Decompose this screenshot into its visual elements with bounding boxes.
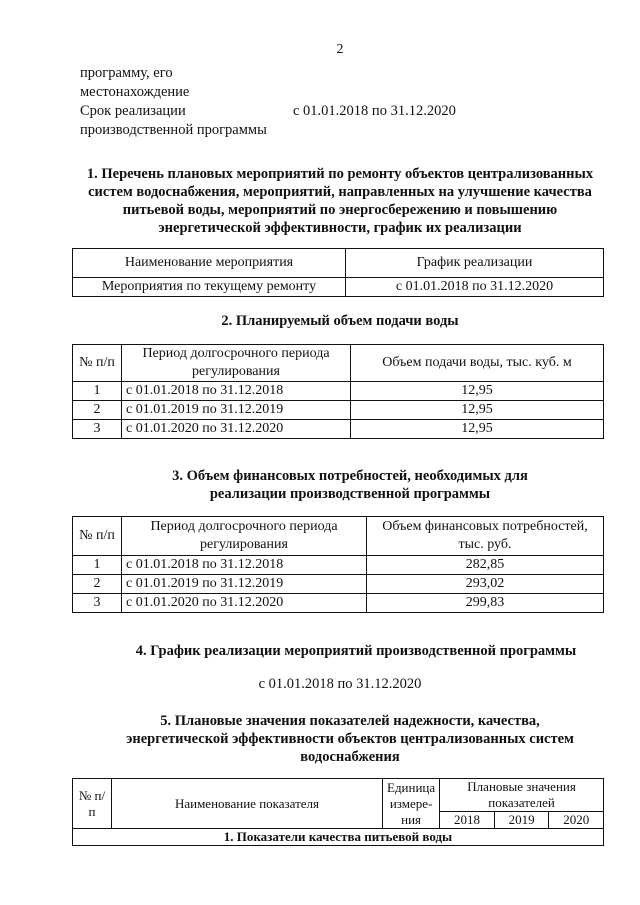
table-header-row — [73, 517, 604, 556]
table-cell: 12,95 — [351, 420, 604, 439]
table-header-cell: Период долгосрочного периода регулирования — [122, 517, 367, 556]
section-4-period: с 01.01.2018 по 31.12.2020 — [258, 676, 422, 692]
table-row — [73, 594, 604, 613]
table-cell: 1 — [73, 556, 122, 575]
intro-line — [80, 102, 456, 121]
table-header-cell: № п/п — [73, 779, 112, 829]
section-3-title: 3. Объем финансовых потребностей, необходимых для реализации производственной программы — [172, 468, 528, 502]
section-1-title: 1. Перечень плановых мероприятий по ремонту объектов централизованных систем водоснабжения, мероприятий, направленных на улучшение качества питьевой воды, мероприятий по энергосбережению и повышению энергетической эффективности, график их реализации — [86, 166, 594, 236]
table-row — [73, 829, 604, 846]
table-cell: 293,02 — [367, 575, 604, 594]
table-cell: с 01.01.2018 по 31.12.2018 — [122, 382, 351, 401]
table-header-cell: Наименование показателя — [112, 779, 383, 829]
table-cell: Мероприятия по текущему ремонту — [73, 278, 346, 297]
table-cell: с 01.01.2020 по 31.12.2020 — [122, 594, 367, 613]
table-header-row — [73, 779, 604, 812]
table-cell: 1 — [73, 382, 122, 401]
section-2-table — [72, 344, 604, 439]
table-row — [73, 420, 604, 439]
table-row — [73, 401, 604, 420]
table-header-cell: № п/п — [73, 517, 122, 556]
table-cell: с 01.01.2018 по 31.12.2020 — [346, 278, 604, 297]
section-3-table — [72, 516, 604, 613]
table-header-cell: № п/п — [73, 345, 122, 382]
intro-line: программу, его — [80, 65, 173, 81]
table-cell: с 01.01.2020 по 31.12.2020 — [122, 420, 351, 439]
table-header-cell: Плановые значения показателей — [440, 779, 604, 812]
intro-label: Срок реализации — [80, 103, 186, 119]
table-header-cell: Наименование мероприятия — [73, 249, 346, 278]
section-5-table — [72, 778, 604, 846]
table-row — [73, 556, 604, 575]
table-cell: 3 — [73, 420, 122, 439]
table-header-row — [73, 345, 604, 382]
table-row — [73, 382, 604, 401]
table-header-cell: Объем подачи воды, тыс. куб. м — [351, 345, 604, 382]
table-header-cell: 2020 — [549, 812, 604, 829]
table-cell: с 01.01.2018 по 31.12.2018 — [122, 556, 367, 575]
table-cell: 3 — [73, 594, 122, 613]
section-1-table — [72, 248, 604, 297]
intro-line: производственной программы — [80, 122, 267, 138]
table-header-cell: 2019 — [494, 812, 549, 829]
intro-value: с 01.01.2018 по 31.12.2020 — [293, 103, 456, 119]
table-row — [73, 278, 604, 297]
table-cell: с 01.01.2019 по 31.12.2019 — [122, 401, 351, 420]
table-header-row — [73, 249, 604, 278]
section-4-title: 4. График реализации мероприятий производственной программы — [135, 643, 577, 659]
table-row — [73, 575, 604, 594]
section-2-title: 2. Планируемый объем подачи воды — [221, 313, 459, 329]
table-cell: 2 — [73, 575, 122, 594]
table-header-cell: Единица измере-ния — [383, 779, 440, 829]
table-header-cell: Объем финансовых потребностей, тыс. руб. — [367, 517, 604, 556]
table-cell: 12,95 — [351, 382, 604, 401]
section-5-title: 5. Плановые значения показателей надежности, качества, энергетической эффективности объектов централизованных систем водоснабжения — [126, 713, 574, 765]
page-number: 2 — [336, 42, 344, 57]
intro-line: местонахождение — [80, 84, 190, 100]
table-cell: 12,95 — [351, 401, 604, 420]
table-cell: 282,85 — [367, 556, 604, 575]
table-cell: 2 — [73, 401, 122, 420]
table-header-cell: График реализации — [346, 249, 604, 278]
table-header-cell: 2018 — [440, 812, 495, 829]
table-header-cell: Период долгосрочного периода регулирования — [122, 345, 351, 382]
table-cell: с 01.01.2019 по 31.12.2019 — [122, 575, 367, 594]
table-subsection-cell: 1. Показатели качества питьевой воды — [73, 829, 604, 846]
table-cell: 299,83 — [367, 594, 604, 613]
intro-block — [80, 64, 456, 140]
